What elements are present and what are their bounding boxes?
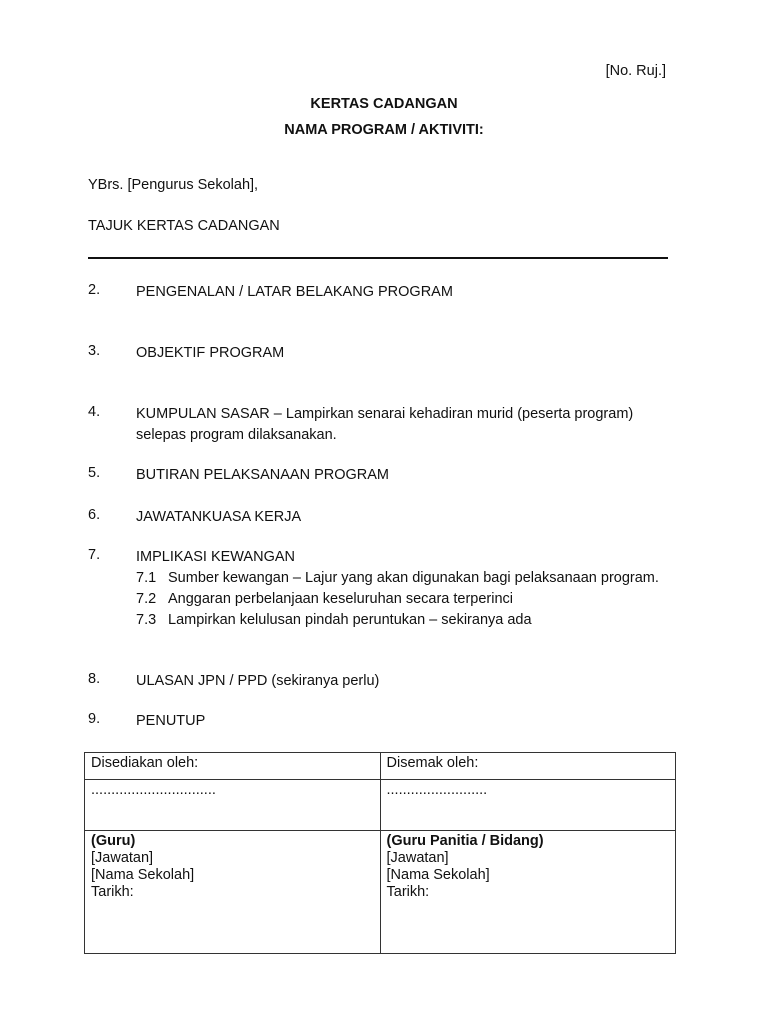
section-text: JAWATANKUASA KERJA (136, 509, 302, 525)
subitem-text: Sumber kewangan – Lajur yang akan digunakan bagi pelaksanaan program. (168, 570, 659, 586)
section-text: ULASAN JPN / PPD (sekiranya perlu) (136, 673, 380, 689)
subitem-7-1 (136, 568, 681, 589)
signature-table (84, 752, 676, 954)
proposal-subject: TAJUK KERTAS CADANGAN (88, 218, 280, 234)
subject-underline (88, 257, 668, 259)
prepared-by-details (85, 831, 381, 954)
checked-by-details (380, 831, 676, 954)
checked-position: [Jawatan] (386, 850, 449, 866)
subitem-7-2 (136, 589, 681, 610)
document-title: KERTAS CADANGAN (310, 96, 458, 112)
reference-number: [No. Ruj.] (605, 63, 666, 79)
section-number: 2. (88, 282, 101, 298)
prepared-signature-line: ............................... (85, 780, 381, 831)
checked-school: [Nama Sekolah] (386, 867, 490, 883)
subitem-number: 7.3 (136, 612, 157, 628)
section-text: BUTIRAN PELAKSANAAN PROGRAM (136, 467, 389, 483)
prepared-position: [Jawatan] (91, 850, 154, 866)
checked-by-label: Disemak oleh: (380, 753, 676, 780)
section-number: 4. (88, 404, 101, 420)
prepared-date: Tarikh: (91, 884, 134, 900)
salutation: YBrs. [Pengurus Sekolah], (88, 177, 259, 193)
section-number: 8. (88, 671, 101, 687)
checked-signature-line: ......................... (380, 780, 676, 831)
prepared-role: (Guru) (91, 833, 136, 849)
section-number: 3. (88, 343, 101, 359)
subitem-number: 7.1 (136, 570, 157, 586)
section-number: 5. (88, 465, 101, 481)
section-text: PENUTUP (136, 713, 206, 729)
section-number: 6. (88, 507, 101, 523)
checked-date: Tarikh: (386, 884, 430, 900)
section-number: 9. (88, 711, 101, 727)
section-text: KUMPULAN SASAR – Lampirkan senarai kehadiran murid (peserta program) selepas program dilaksanakan. (136, 406, 634, 443)
section-text: PENGENALAN / LATAR BELAKANG PROGRAM (136, 284, 453, 300)
section-text: IMPLIKASI KEWANGAN (136, 549, 295, 565)
subitem-7-3 (136, 610, 681, 631)
section-text: OBJEKTIF PROGRAM (136, 345, 285, 361)
subitem-text: Anggaran perbelanjaan keseluruhan secara terperinci (168, 591, 514, 607)
program-name-heading: NAMA PROGRAM / AKTIVITI: (284, 122, 484, 138)
subitem-number: 7.2 (136, 591, 157, 607)
checked-role: (Guru Panitia / Bidang) (386, 833, 544, 849)
prepared-school: [Nama Sekolah] (91, 867, 195, 883)
subitem-text: Lampirkan kelulusan pindah peruntukan – sekiranya ada (168, 612, 532, 628)
prepared-by-label: Disediakan oleh: (85, 753, 381, 780)
section-number: 7. (88, 547, 101, 563)
